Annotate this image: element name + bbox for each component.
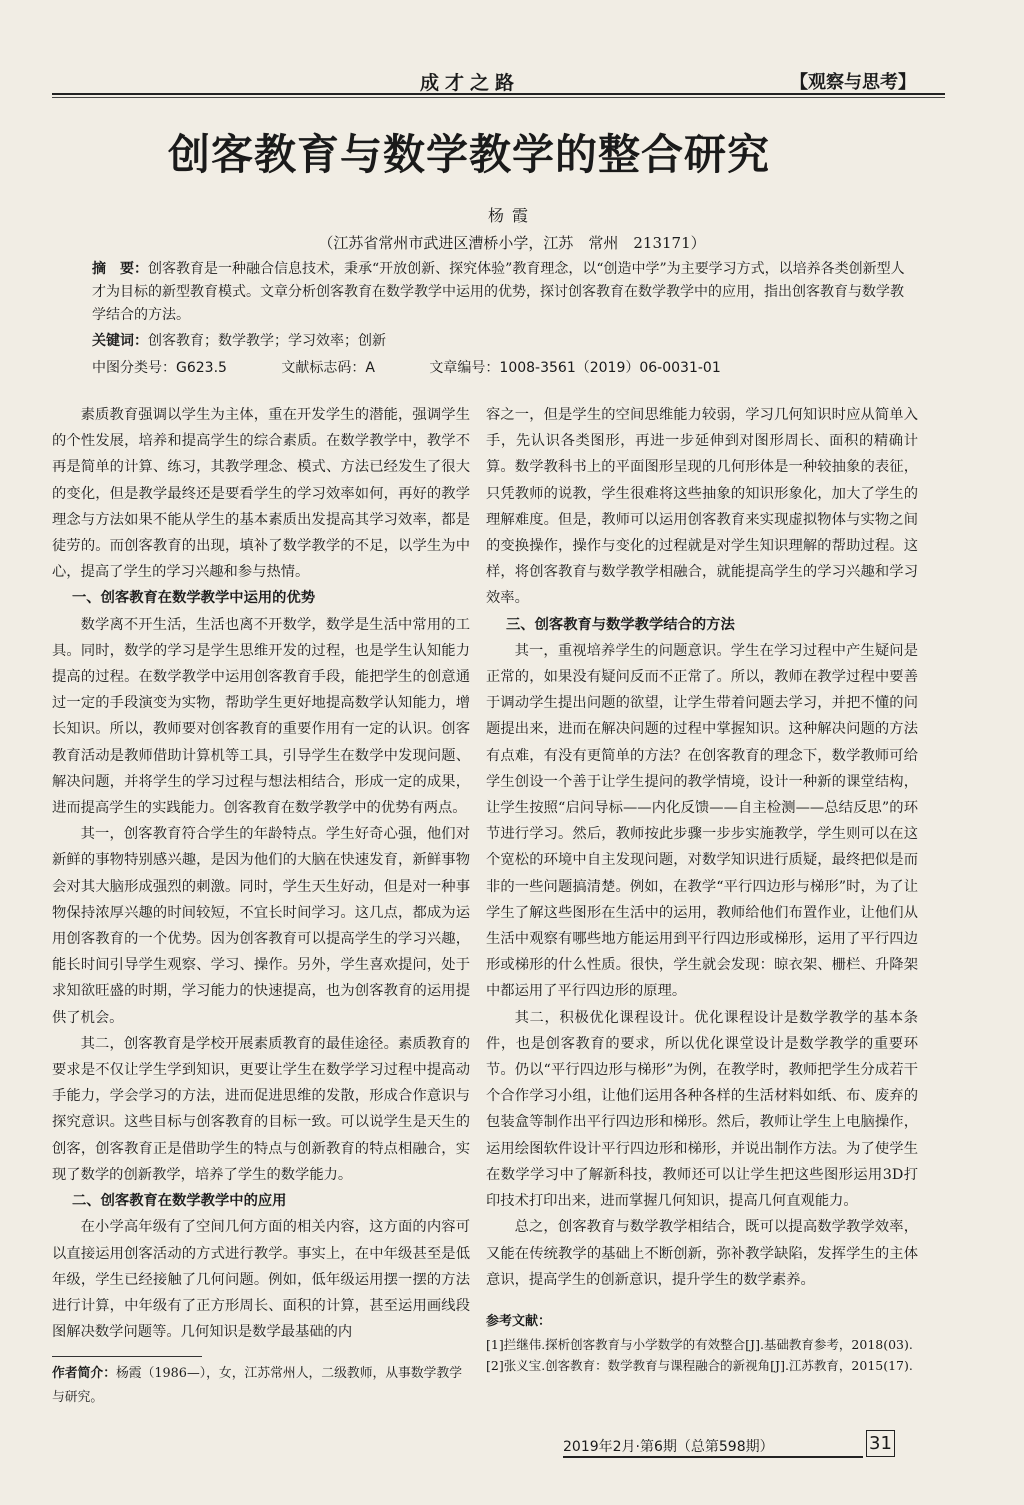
keywords-label: 关键词：: [92, 333, 148, 349]
header-rule-thin: [52, 97, 945, 98]
references: [486, 1311, 918, 1376]
abstract-label: 摘 要：: [92, 261, 148, 277]
abstract: [92, 258, 912, 327]
right-column: [486, 402, 918, 1376]
author-bio: [52, 1362, 470, 1410]
author-name: 杨霞: [487, 206, 536, 225]
section-heading-3: 三、创客教育与数学教学结合的方法: [506, 616, 735, 633]
section-heading-1: 一、创客教育在数学教学中运用的优势: [72, 590, 316, 607]
clc-number: 中图分类号：G623.5: [92, 360, 227, 376]
article-number: 文章编号：1008-3561（2019）06-0031-01: [429, 360, 721, 376]
reference-item: [2]张义宝.创客教育：数学教育与课程融合的新视角[J].江苏教育，2015(17).: [486, 1357, 913, 1373]
affiliation: （江苏省常州市武进区漕桥小学，江苏 常州 213171）: [318, 234, 706, 252]
paragraph: 其一，重视培养学生的问题意识。学生在学习过程中产生疑问是正常的，如果没有疑问反而不正常了。所以，教师在教学过程中要善于调动学生提出问题的欲望，让学生带着问题去学习，并把不懂的问题提出来，进而在解决问题的过程中掌握知识。这种解决问题的方法有点难，有没有更简单的方法？在创客教育的理念下，数学教师可给学生创设一个善于让学生提问的教学情境，设计一种新的课堂结构，让学生按照“启问导标——内化反馈——自主检测——总结反思”的环节进行学习。然后，教师按此步骤一步步实施教学，学生则可以在这个宽松的环境中自主发现问题，对数学知识进行质疑，最终把似是而非的一些问题搞清楚。例如，在教学“平行四边形与梯形”时，为了让学生了解这些图形在生活中的运用，教师给他们布置作业，让他们从生活中观察有哪些地方能运用到平行四边形或梯形，运用了平行四边形或梯形的什么性质。很快，学生就会发现：晾衣架、栅栏、升降架中都运用了平行四边形的原理。: [486, 642, 918, 1000]
journal-name: 成才之路: [420, 72, 521, 94]
paper-title: 创客教育与数学教学的整合研究: [168, 130, 771, 179]
left-column: [52, 402, 470, 1345]
keywords-text: 创客教育；数学教学；学习效率；创新: [148, 333, 386, 349]
keywords: [92, 330, 386, 350]
paragraph: 总之，创客教育与数学教学相结合，既可以提高数学教学效率，又能在传统教学的基础上不断创新，弥补教学缺陷，发挥学生的主体意识，提高学生的创新意识，提升学生的数学素养。: [486, 1219, 918, 1288]
paragraph: 其二，积极优化课程设计。优化课程设计是数学教学的基本条件，也是创客教育的要求，所以优化课堂设计是数学教学的重要环节。仍以“平行四边形与梯形”为例，在教学时，教师把学生分成若干个合作学习小组，让他们运用各种各样的生活材料如纸、布、废弃的包装盒等制作出平行四边形和梯形。然后，教师让学生上电脑操作，运用绘图软件设计平行四边形和梯形，并说出制作方法。为了使学生在数学学习中了解新科技，教师还可以让学生把这些图形运用3D打印技术打印出来，进而掌握几何知识，提高几何直观能力。: [486, 1009, 918, 1210]
abstract-text: 创客教育是一种融合信息技术，秉承“开放创新、探究体验”教育理念，以“创造中学”为主要学习方式，以培养各类创新型人才为目标的新型教育模式。文章分析创客教育在数学教学中运用的优势，探讨创客教育在数学教学中的应用，指出创客教育与数学教学结合的方法。: [92, 261, 905, 323]
footer-rule: [563, 1456, 863, 1458]
author-bio-text: 杨霞（1986—），女，江苏常州人，二级教师，从事数学教学与研究。: [52, 1366, 463, 1405]
paragraph: 其一，创客教育符合学生的年龄特点。学生好奇心强，他们对新鲜的事物特别感兴趣，是因为他们的大脑在快速发育，新鲜事物会对其大脑形成强烈的刺激。同时，学生天生好动，但是对一种事物保持浓厚兴趣的时间较短，不宜长时间学习。这几点，都成为运用创客教育的一个优势。因为创客教育可以提高学生的学习兴趣，能长时间引导学生观察、学习、操作。另外，学生喜欢提问，处于求知欲旺盛的时期，学习能力的快速提高，也为创客教育的运用提供了机会。: [52, 826, 470, 1026]
header-rule: [52, 93, 945, 95]
document-code: 文献标志码：A: [281, 360, 375, 376]
column-name: 【观察与思考】: [790, 72, 916, 93]
paragraph: 数学离不开生活，生活也离不开数学，数学是生活中常用的工具。同时，数学的学习是学生思维开发的过程，也是学生认知能力提高的过程。在数学教学中运用创客教育手段，能把学生的创意通过一定的手段演变为实物，帮助学生更好地提高数学认知能力，增长知识。所以，教师要对创客教育的重要作用有一定的认识。创客教育活动是教师借助计算机等工具，引导学生在数学中发现问题、解决问题，并将学生的学习过程与想法相结合，形成一定的成果，进而提高学生的实践能力。创客教育在数学教学中的优势有两点。: [52, 616, 470, 817]
section-heading-2: 二、创客教育在数学教学中的应用: [72, 1193, 287, 1210]
reference-item: [1]拦继伟.探析创客教育与小学数学的有效整合[J].基础教育参考，2018(03).: [486, 1336, 913, 1352]
classification-line: [92, 357, 771, 377]
author-bio-label: 作者简介：: [52, 1366, 116, 1381]
paragraph: 素质教育强调以学生为主体，重在开发学生的潜能，强调学生的个性发展，培养和提高学生的综合素质。在数学教学中，教学不再是简单的计算、练习，其教学理念、模式、方法已经发生了很大的变化，但是教学最终还是要看学生的学习效率如何，再好的教学理念与方法如果不能从学生的基本素质出发提高其学习效率，都是徒劳的。而创客教育的出现，填补了数学教学的不足，以学生为中心，提高了学生的学习兴趣和参与热情。: [52, 407, 470, 581]
paragraph: 其二，创客教育是学校开展素质教育的最佳途径。素质教育的要求是不仅让学生学到知识，更要让学生在数学学习过程中提高动手能力，学会学习的方法，进而促进思维的发散，形成合作意识与探究意识。这些目标与创客教育的目标一致。可以说学生是天生的创客，创客教育正是借助学生的特点与创新教育的特点相融合，实现了数学的创新教学，培养了学生的数学能力。: [52, 1035, 470, 1183]
paragraph: 容之一，但是学生的空间思维能力较弱，学习几何知识时应从简单入手，先认识各类图形，再进一步延伸到对图形周长、面积的精确计算。数学教科书上的平面图形呈现的几何形体是一种较抽象的表征，只凭教师的说教，学生很难将这些抽象的知识形象化，加大了学生的理解难度。但是，教师可以运用创客教育来实现虚拟物体与实物之间的变换操作，操作与变化的过程就是对学生知识理解的帮助过程。这样，将创客教育与数学教学相融合，就能提高学生的学习兴趣和学习效率。: [486, 407, 918, 607]
issue-info: 2019年2月·第6期（总第598期）: [563, 1439, 774, 1455]
references-label: 参考文献：: [486, 1313, 552, 1329]
paragraph: 在小学高年级有了空间几何方面的相关内容，这方面的内容可以直接运用创客活动的方式进行教学。事实上，在中年级甚至是低年级，学生已经接触了几何问题。例如，低年级运用摆一摆的方法进行计算，中年级有了正方形周长、面积的计算，甚至运用画线段图解决数学问题等。几何知识是数学最基础的内: [52, 1219, 470, 1341]
footnote-rule: [52, 1356, 202, 1357]
page-number: 31: [866, 1430, 895, 1457]
